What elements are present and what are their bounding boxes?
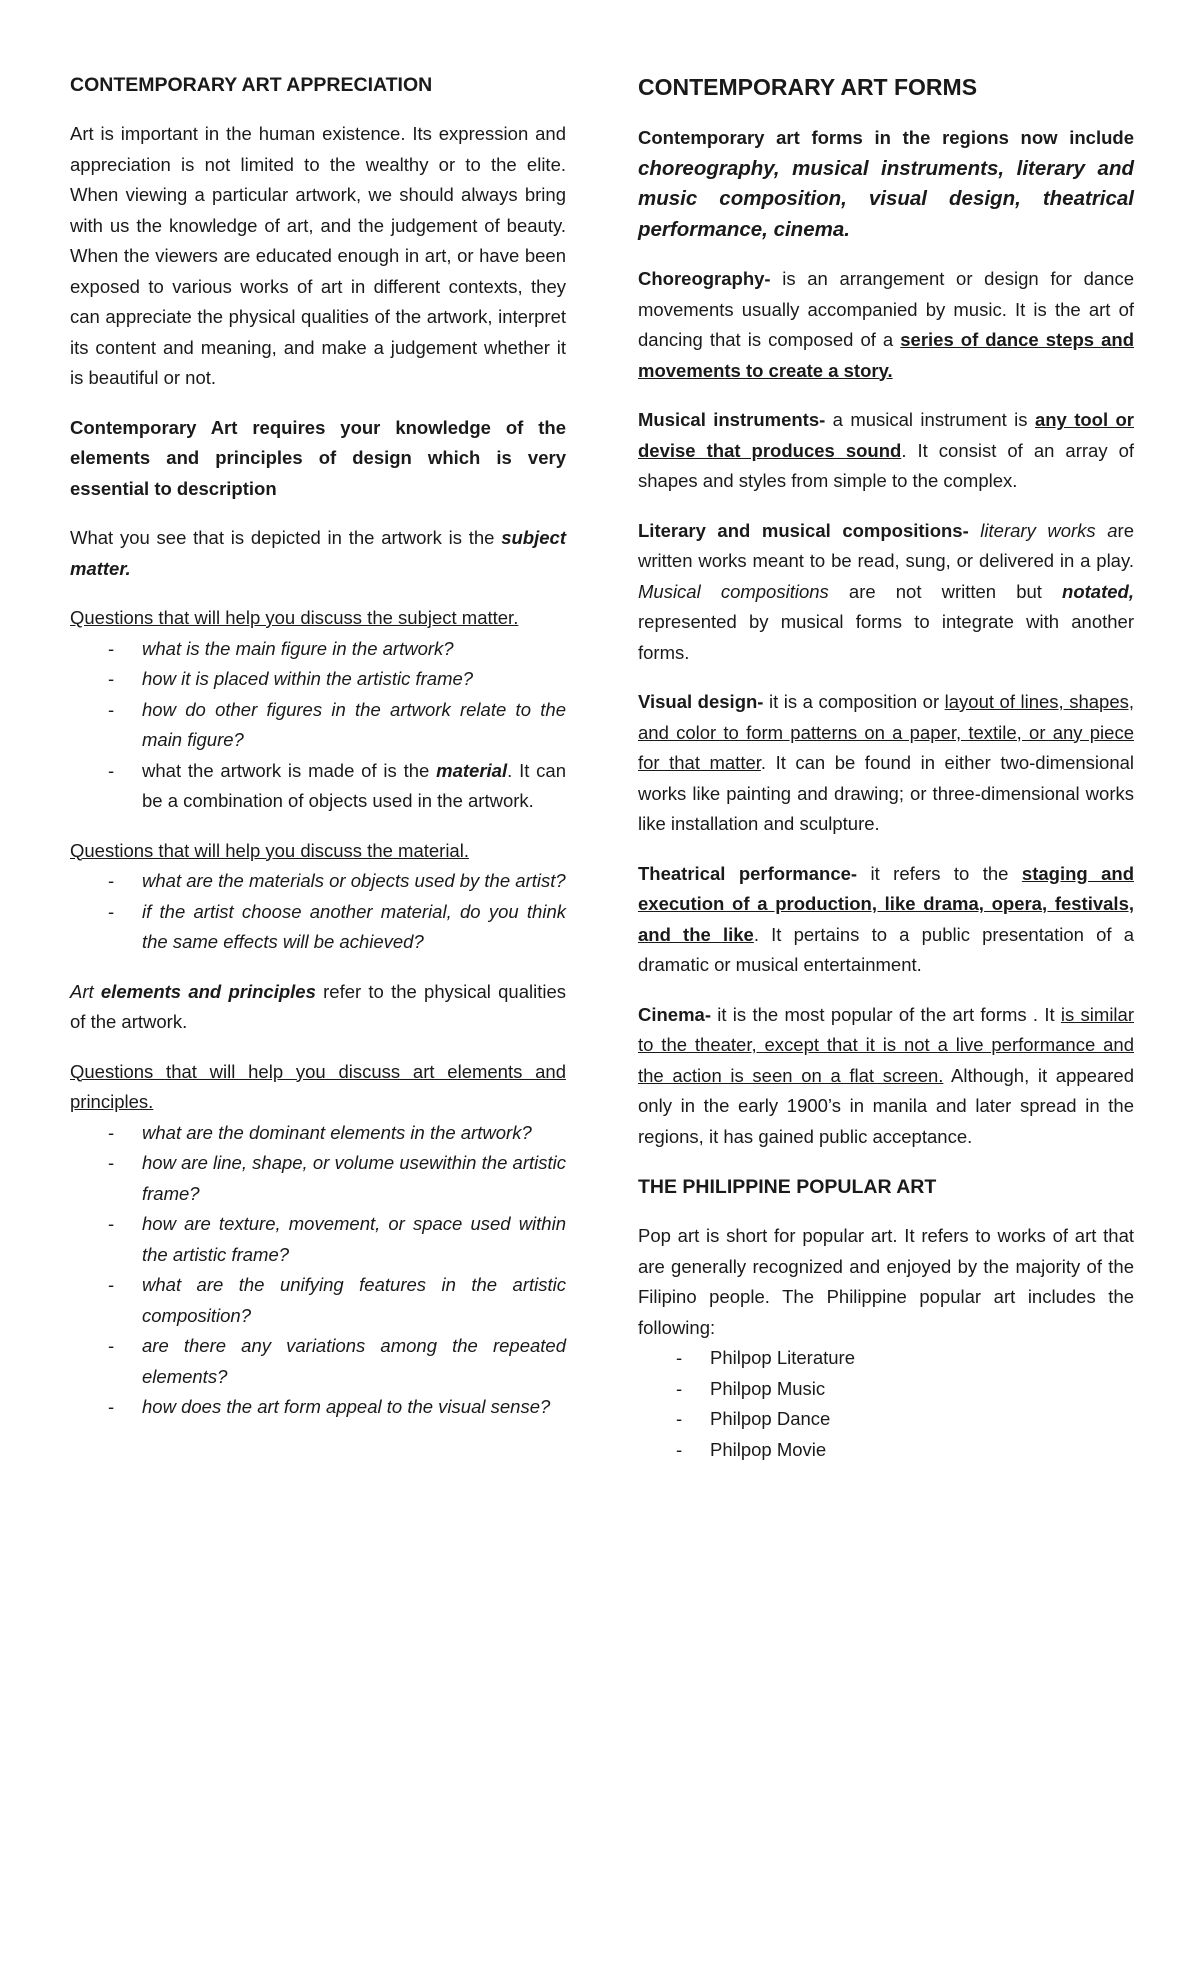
literary-compositions-paragraph: Literary and musical compositions- literary works are written works meant to be read, sung, or delivered in a play. Musical compositions are not written but notated, represented by musical forms to integrate with another forms. [638, 519, 1134, 663]
popular-art-title: THE PHILIPPINE POPULAR ART [638, 1176, 937, 1198]
musical-instruments-paragraph: Musical instruments- a musical instrument is any tool or devise that produces sound. It consist of an array of shapes and styles from simple to the complex. [638, 409, 1135, 491]
subject-matter-term: subject matter. [70, 527, 566, 579]
choreography-term: Choreography- [638, 268, 771, 289]
list-item: - Philpop Dance [676, 1408, 831, 1429]
elements-questions-list [70, 1118, 566, 1423]
art-forms-title: CONTEMPORARY ART FORMS [638, 74, 978, 100]
appreciation-title: CONTEMPORARY ART APPRECIATION [70, 74, 433, 96]
list-item: - how it is placed within the artistic frame? [108, 668, 474, 689]
list-item: - how are texture, movement, or space used within the artistic frame? [108, 1213, 566, 1265]
appreciation-intro: Art is important in the human existence. Its expression and appreciation is not limited to the wealthy or to the elite. When viewing a particular artwork, we should always bring with us the knowledge of art, and the judgement of beauty. When the viewers are educated enough in art, or have been exposed to various works of art in different contexts, they can appreciate the physical qualities of the artwork, interpret its content and meaning, and make a judgement whether it is beautiful or not. [70, 123, 566, 388]
list-item: - how does the art form appeal to the visual sense? [108, 1396, 551, 1417]
cinema-paragraph: Cinema- it is the most popular of the art forms . It is similar to the theater, except that it is not a live performance and the action is seen on a flat screen. Although, it appeared only in the early 1900’s in manila and later spread in the regions, it has gained public acceptance. [638, 1003, 1134, 1147]
subject-questions-list [70, 634, 566, 817]
visual-design-term: Visual design- [638, 691, 764, 712]
list-item: - Philpop Literature [676, 1347, 856, 1368]
elements-paragraph: Art elements and principles refer to the physical qualities of the artwork. [70, 980, 566, 1032]
left-column [70, 70, 566, 1423]
popular-art-paragraph: Pop art is short for popular art. It refers to works of art that are generally recognized and enjoyed by the majority of the Filipino people. The Philippine popular art includes the following: [638, 1225, 1134, 1338]
subject-matter-paragraph: What you see that is depicted in the artwork is the subject matter. [70, 527, 566, 579]
musical-instruments-term: Musical instruments- [638, 409, 826, 430]
theatrical-performance-paragraph: Theatrical performance- it refers to the staging and execution of a production, like drama, opera, festivals, and the like. It pertains to a public presentation of a dramatic or musical entertainment. [638, 862, 1135, 975]
right-column [638, 70, 1134, 1465]
material-questions-list [70, 866, 566, 958]
material-term: material [436, 759, 508, 781]
list-item: - what is the main figure in the artwork? [108, 637, 454, 659]
art-forms-intro: Contemporary art forms in the regions now include choreography, musical instruments, literary and music composition, visual design, theatrical performance, cinema. [638, 127, 1134, 241]
list-item: - what are the unifying features in the artistic composition? [108, 1274, 566, 1326]
visual-design-paragraph: Visual design- it is a composition or layout of lines, shapes, and color to form patterns on a paper, textile, or any piece for that matter. It can be found in either two-dimensional works like painting and drawing; or three-dimensional works like installation and sculpture. [638, 691, 1135, 834]
elements-questions-heading: Questions that will help you discuss art elements and principles. [70, 1060, 566, 1112]
list-item: - what are the materials or objects used by the artist? [108, 870, 566, 891]
material-questions-heading: Questions that will help you discuss the material. [70, 839, 469, 861]
requires-paragraph: Contemporary Art requires your knowledge of the elements and principles of design which is very essential to description [70, 416, 566, 499]
list-item: - Philpop Music [676, 1377, 826, 1399]
list-item: - if the artist choose another material, do you think the same effects will be achieved? [108, 900, 566, 952]
list-item: - how do other figures in the artwork relate to the main figure? [108, 698, 566, 750]
popular-art-list [638, 1343, 1134, 1465]
theatrical-performance-term: Theatrical performance- [638, 862, 858, 884]
elements-term: elements and principles [100, 980, 316, 1002]
choreography-paragraph: Choreography- is an arrangement or design for dance movements usually accompanied by music. It is the art of dancing that is composed of a series of dance steps and movements to create a story. [638, 268, 1134, 381]
list-item: - Philpop Movie [676, 1438, 827, 1460]
cinema-term: Cinema- [638, 1003, 711, 1025]
literary-compositions-term: Literary and musical compositions- [638, 519, 969, 541]
list-item: - what the artwork is made of is the material. It can be a combination of objects used in the artwork. [108, 759, 566, 811]
list-item: - what are the dominant elements in the artwork? [108, 1121, 532, 1143]
list-item: - are there any variations among the repeated elements? [108, 1335, 566, 1387]
list-item: - how are line, shape, or volume usewithin the artistic frame? [108, 1152, 566, 1204]
subject-questions-heading: Questions that will help you discuss the subject matter. [70, 607, 519, 628]
